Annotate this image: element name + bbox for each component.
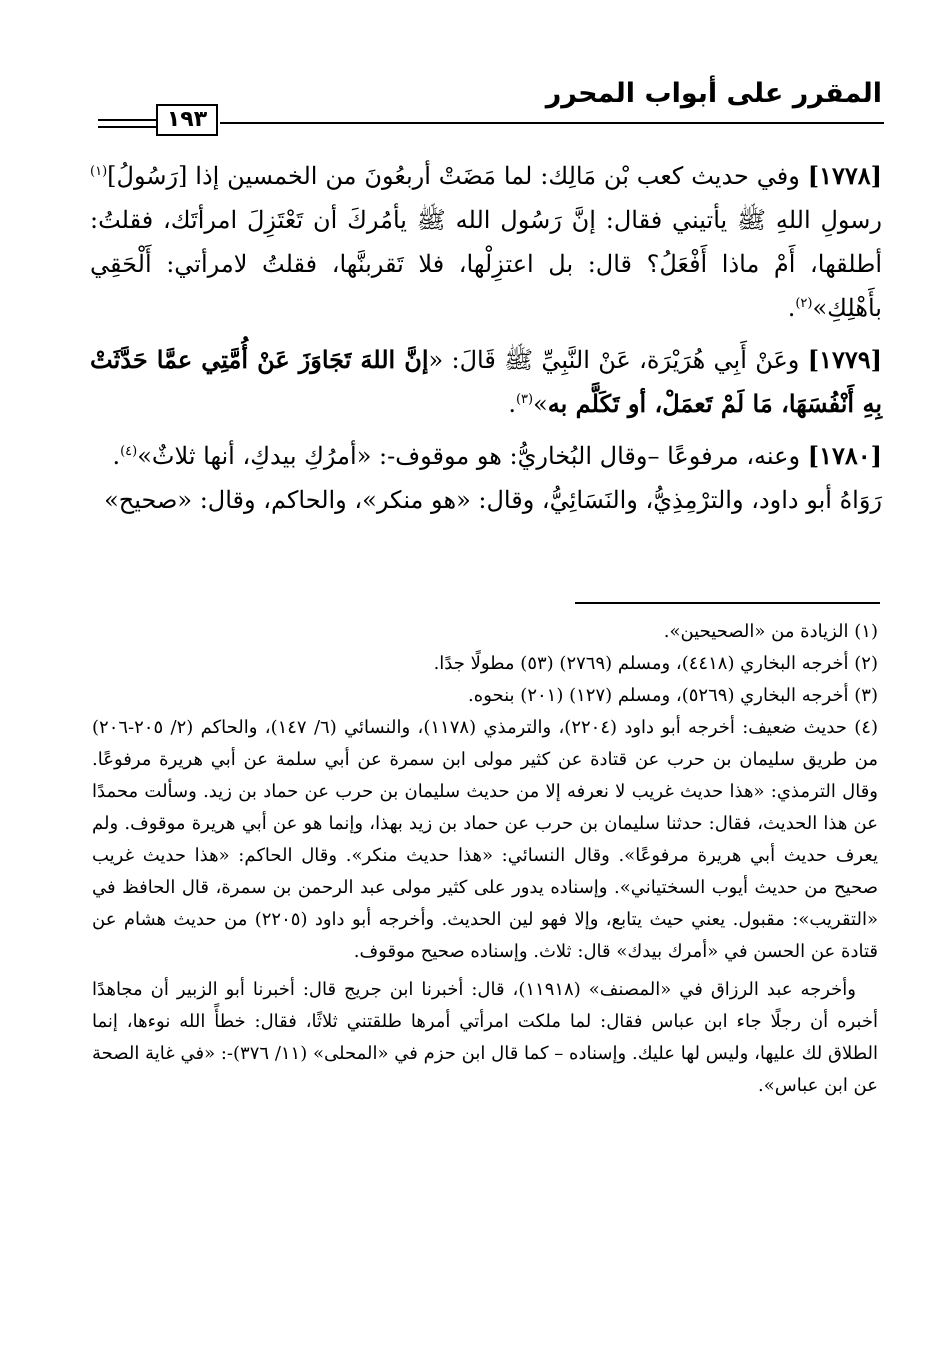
running-title: المقرر على أبواب المحرر bbox=[545, 78, 882, 109]
header-rule bbox=[220, 122, 884, 124]
hadith-text: وعَنْ أَبِي هُرَيْرَة، عَنْ النَّبِيِّ ﷺ قَالَ: « bbox=[428, 346, 808, 374]
hadith-1778 bbox=[90, 154, 882, 330]
hadith-number: [١٧٧٩] bbox=[807, 345, 882, 374]
footnote-3: (٣) أخرجه البخاري (٥٢٦٩)، ومسلم (١٢٧) (٢٠١) بنحوه. bbox=[468, 685, 878, 706]
footnote-1: (١) الزيادة من «الصحيحين». bbox=[663, 621, 878, 642]
hadith-text: وفي حديث كعب بْن مَالِك: لما مَضَتْ أربعُونَ من الخمسين إذا [رَسُولُ] bbox=[107, 162, 808, 190]
hadith-matn: إنَّ اللهَ تَجَاوَزَ عَنْ أُمَّتِي عمَّا حَدَّثَتْ بِهِ أَنْفُسَهَا، مَا لَمْ تَعمَلْ، أو تَكَلَّم به bbox=[90, 345, 882, 418]
footnotes bbox=[92, 616, 878, 1102]
hadith-text-cont: رسولِ اللهِ ﷺ يأتيني فقال: إنَّ رَسُول الله ﷺ يأمُركَ أن تَعْتَزِلَ امرأتَك، فقلتُ: أطلقها، أَمْ ماذا أَفْعَلُ؟ قال: بل اعتزِلْها، فلا تَقربنَّها، فقلتُ لامرأتي: أَلْحَقِي بأَهْلِكِ» bbox=[90, 206, 882, 322]
takhrij-line bbox=[90, 478, 882, 522]
hadith-number: [١٧٧٨] bbox=[807, 161, 882, 190]
footnote-ref: (١) bbox=[90, 164, 108, 179]
hadith-text: وعنه، مرفوعًا –وقال البُخاريُّ: هو موقوف-: «أمرُكِ بيدكِ، أنها ثلاثٌ» bbox=[137, 442, 808, 470]
hadith-text-end: . bbox=[112, 442, 121, 470]
footnote-ref: (٢) bbox=[795, 296, 813, 311]
footnote-4: (٤) حديث ضعيف: أخرجه أبو داود (٢٢٠٤)، والترمذي (١١٧٨)، والنسائي (٦/ ١٤٧)، والحاكم (٢/ ٢٠٥-٢٠٦) من طريق سليمان بن حرب عن قتادة عن كثير مولى ابن سمرة عن أبي سلمة عن أبي هريرة مرفوعًا. وقال الترمذي: «هذا حديث غريب لا نعرفه إلا من حديث سليمان بن حرب عن حماد بن زيد. وسألت محمدًا عن هذا الحديث، فقال: حدثنا سليمان بن حرب عن حماد بن زيد بهذا، وإنما هو عن أبي هريرة موقوف. ولم يعرف حديث أبي هريرة مرفوعًا». وقال النسائي: «هذا حديث منكر». وقال الحاكم: «هذا حديث غريب صحيح من حديث أيوب السختياني». وإسناده يدور على كثير مولى عبد الرحمن بن سمرة، قال الحافظ في «التقريب»: مقبول. يعني حيث يتابع، وإلا فهو لين الحديث. وأخرجه أبو داود (٢٢٠٥) من حديث هشام عن قتادة عن الحسن في «أمرك بيدك» قال: ثلاث. وإسناده صحيح موقوف. bbox=[92, 717, 878, 962]
footnote-ref: (٤) bbox=[120, 444, 138, 459]
hadith-number: [١٧٨٠] bbox=[807, 441, 882, 470]
footnote-separator bbox=[575, 602, 880, 604]
header-rule-left-bottom bbox=[98, 126, 156, 128]
takhrij-text: رَوَاهُ أبو داود، والترْمِذِيُّ، والنَسَائِيُّ، وقال: «هو منكر»، والحاكم، وقال: «صحيح» bbox=[104, 486, 882, 514]
hadith-text-cont: » bbox=[533, 390, 548, 418]
hadith-1780 bbox=[90, 434, 882, 478]
hadith-text-end: . bbox=[508, 390, 516, 418]
hadith-1779 bbox=[90, 338, 882, 426]
footnote-ref: (٣) bbox=[515, 392, 534, 407]
main-text bbox=[90, 154, 882, 522]
footnote-2: (٢) أخرجه البخاري (٤٤١٨)، ومسلم (٢٧٦٩) (٥٣) مطولًا جدًا. bbox=[433, 653, 878, 674]
footnote-4-continued: وأخرجه عبد الرزاق في «المصنف» (١١٩١٨)، قال: أخبرنا ابن جريج قال: أخبرنا أبو الزبير أن مجاهدًا أخبره أن رجلًا جاء ابن عباس فقال: لما ملكت امرأتي أمرها طلقتني ثلاثًا، فقال: خطأً الله نوءها، إنما الطلاق لك عليها، وليس لها عليك. وإسناده – كما قال ابن حزم في «المحلى» (١١/ ٣٧٦)-: «في غاية الصحة عن ابن عباس». bbox=[92, 979, 878, 1096]
header-rule-left-top bbox=[98, 119, 156, 121]
hadith-text-end: . bbox=[787, 294, 796, 322]
page-number: ١٩٣ bbox=[156, 104, 218, 136]
